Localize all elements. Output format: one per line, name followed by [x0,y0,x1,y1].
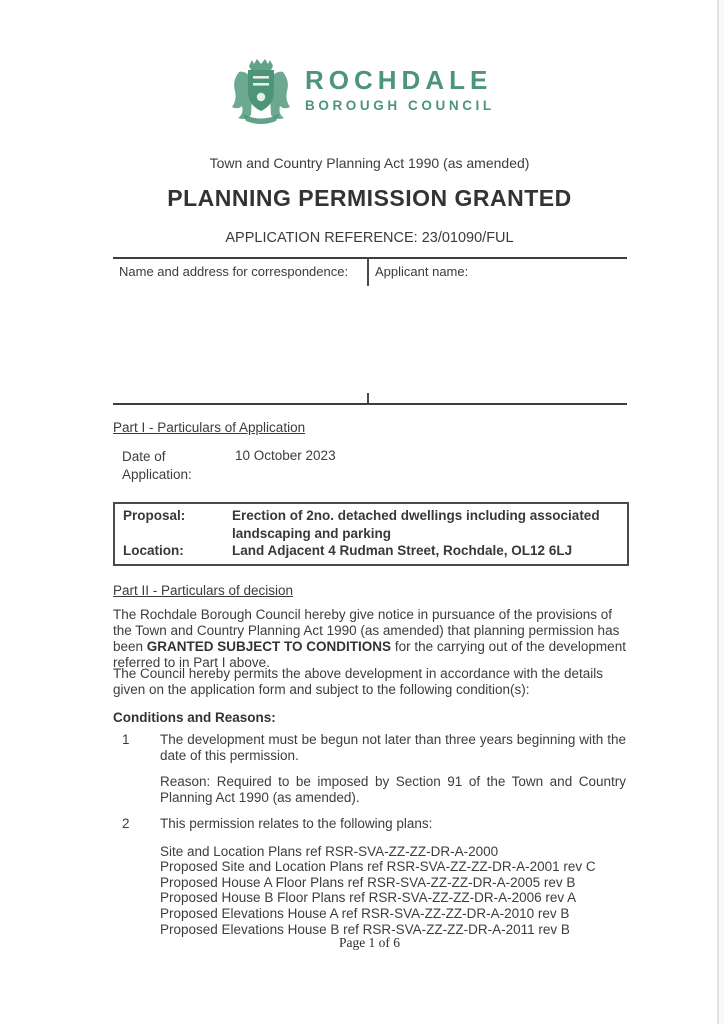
condition-1-row [122,732,626,764]
council-crest-icon [227,57,295,130]
plan-line: Proposed Elevations House B ref RSR-SVA-ZZ-ZZ-DR-A-2011 rev B [160,921,570,937]
correspondence-name-address-header: Name and address for correspondence: [119,264,349,279]
proposal-location-box [113,502,629,566]
plan-line: Proposed Elevations House A ref RSR-SVA-ZZ-ZZ-DR-A-2010 rev B [160,905,570,921]
part2-heading: Part II - Particulars of decision [113,583,294,598]
council-name: ROCHDALE [305,65,493,95]
table-column-divider-bottom [367,393,369,403]
date-of-application-label: Date of Application: [122,449,192,482]
date-of-application-value: 10 October 2023 [235,448,336,463]
conditions-list [122,732,626,937]
application-reference: APPLICATION REFERENCE: 23/01090/FUL [225,230,514,246]
conditions-and-reasons-heading: Conditions and Reasons: [113,710,276,725]
plan-line: Proposed House A Floor Plans ref RSR-SVA-ZZ-ZZ-DR-A-2005 rev B [160,874,576,890]
plan-line: Proposed House B Floor Plans ref RSR-SVA-ZZ-ZZ-DR-A-2006 rev A [160,890,577,906]
correspondence-table [113,257,627,405]
decision-notice-paragraph [113,607,629,671]
condition-1-text: The development must be begun not later than three years beginning with the date of this permission. [160,732,626,763]
notice-text-pre: The Rochdale Borough Council hereby give notice in pursuance of the provisions of the Town and Country Planning Act 1990 (as amended) that planning permission has been [113,607,620,654]
part1-heading: Part I - Particulars of Application [113,420,306,435]
notice-granted-subject-to-conditions: GRANTED SUBJECT TO CONDITIONS [146,638,392,654]
proposal-value: Erection of 2no. detached dwellings including associated landscaping and parking [232,508,600,541]
scan-edge-artifact [717,0,724,1024]
page-number-indicator: Page 1 of 6 [338,935,401,950]
redacted-correspondence-address [117,287,361,399]
council-subtitle: BOROUGH COUNCIL [305,98,495,113]
act-line: Town and Country Planning Act 1990 (as amended) [209,155,530,171]
permits-paragraph: The Council hereby permits the above development in accordance with the details given on the application form and subject to the following condition(s): [113,666,604,697]
condition-1-number: 1 [122,732,130,747]
condition-1-reason: Reason: Required to be imposed by Section 91 of the Town and Country Planning Act 1990 (as amended). [160,773,626,805]
location-row [115,542,627,560]
proposal-label: Proposal: [123,508,186,523]
table-column-divider-top [367,259,369,286]
applicant-name-header: Applicant name: [375,264,469,279]
redacted-applicant-name [375,287,621,399]
location-value: Land Adjacent 4 Rudman Street, Rochdale, OL12 6LJ [232,543,573,559]
condition-2-row [122,816,626,832]
plan-line: Proposed Site and Location Plans ref RSR-SVA-ZZ-ZZ-DR-A-2001 rev C [160,859,596,875]
proposal-row [115,507,627,542]
council-logo-text [305,57,495,113]
council-logo [227,57,495,130]
document-title: PLANNING PERMISSION GRANTED [167,185,572,211]
plan-line: Site and Location Plans ref RSR-SVA-ZZ-ZZ-DR-A-2000 [160,843,499,859]
date-of-application-row [122,448,626,483]
condition-2-number: 2 [122,815,130,831]
condition-2-text: This permission relates to the following plans: [160,815,433,831]
location-label: Location: [123,543,184,559]
notice-text-post: for the carrying out of the development referred to in Part I above. [113,638,626,670]
approved-plans-list [160,844,626,937]
